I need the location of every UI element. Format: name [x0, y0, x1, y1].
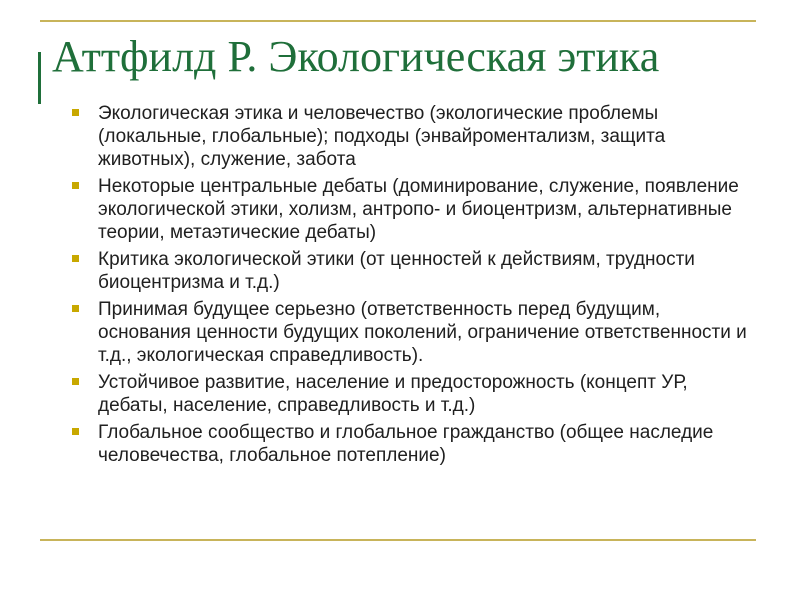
bottom-divider — [40, 539, 756, 541]
bullet-text: Экологическая этика и человечество (экологические проблемы (локальные, глобальные); подходы (энвайроментализм, защита животных), служение, забота — [98, 103, 666, 170]
top-divider — [40, 20, 756, 22]
bullet-list — [72, 102, 752, 471]
bullet-item — [72, 298, 752, 367]
bullet-item — [72, 175, 752, 244]
bullet-item — [72, 421, 752, 467]
bullet-text: Устойчивое развитие, население и предосторожность (концепт УР, дебаты, население, справедливость и т.д.) — [98, 372, 688, 416]
bullet-item — [72, 371, 752, 417]
bullet-text: Критика экологической этики (от ценностей к действиям, трудности биоцентризма и т.д.) — [98, 249, 695, 293]
square-bullet-icon — [72, 378, 79, 385]
square-bullet-icon — [72, 428, 79, 435]
slide-title: Аттфилд Р. Экологическая этика — [52, 32, 660, 81]
title-accent-bar — [38, 52, 41, 104]
bullet-item — [72, 248, 752, 294]
square-bullet-icon — [72, 255, 79, 262]
square-bullet-icon — [72, 109, 79, 116]
bullet-item — [72, 102, 752, 171]
square-bullet-icon — [72, 305, 79, 312]
square-bullet-icon — [72, 182, 79, 189]
bullet-text: Глобальное сообщество и глобальное гражданство (общее наследие человечества, глобальное потепление) — [98, 422, 714, 466]
bullet-text: Некоторые центральные дебаты (доминирование, служение, появление экологической этики, холизм, антропо- и биоцентризм, альтернативные теории, метаэтические дебаты) — [98, 176, 739, 243]
bullet-text: Принимая будущее серьезно (ответственность перед будущим, основания ценности будущих поколений, ограничение ответственности и т.д., экологическая справедливость). — [98, 299, 747, 366]
